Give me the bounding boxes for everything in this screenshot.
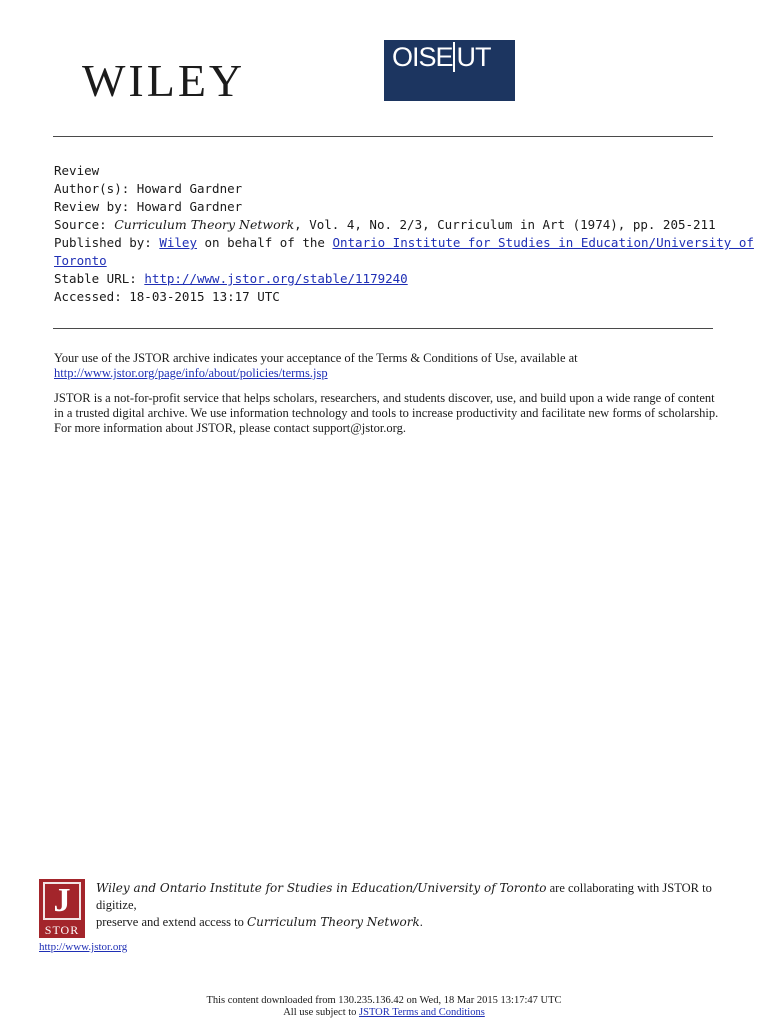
footer-terms-link[interactable]: JSTOR Terms and Conditions xyxy=(359,1007,485,1018)
collaboration-partners: Wiley and Ontario Institute for Studies in Education/University of Toronto xyxy=(96,881,547,895)
jstor-logo-letter: J xyxy=(43,882,81,920)
citation-block xyxy=(54,162,754,306)
oise-ut-logo xyxy=(384,40,515,101)
ut-logo-text: UT xyxy=(453,42,491,72)
authors-line: Author(s): Howard Gardner xyxy=(54,181,243,196)
terms-link[interactable]: http://www.jstor.org/page/info/about/policies/terms.jsp xyxy=(54,366,328,380)
accessed-line: Accessed: 18-03-2015 13:17 UTC xyxy=(54,289,280,304)
institution-link-cont[interactable]: Toronto xyxy=(54,253,107,268)
middle-divider xyxy=(53,328,713,329)
collaboration-journal: Curriculum Theory Network xyxy=(246,915,420,929)
wiley-logo: WILEY xyxy=(82,55,246,106)
source-line: Source: Curriculum Theory Network, Vol. 4, No. 2/3, Curriculum in Art (1974), pp. 205-211 xyxy=(54,217,716,232)
about-jstor xyxy=(54,391,724,436)
jstor-logo xyxy=(39,879,85,938)
terms-footer: All use subject to JSTOR Terms and Conditions xyxy=(283,1007,485,1018)
institution-link[interactable]: Ontario Institute for Studies in Education/University of xyxy=(332,235,754,250)
collaboration-text: Wiley and Ontario Institute for Studies in Education/University of Toronto are collaborating with JSTOR to digitize, preserve and extend access to Curriculum Theory Network. xyxy=(96,881,712,929)
download-info: This content downloaded from 130.235.136.42 on Wed, 18 Mar 2015 13:17:47 UTC xyxy=(206,995,562,1006)
jstor-home-link[interactable]: http://www.jstor.org xyxy=(39,941,128,953)
publisher-link[interactable]: Wiley xyxy=(159,235,197,250)
jstor-logo-word: STOR xyxy=(44,923,80,937)
published-by-line-cont xyxy=(54,252,724,270)
stable-url-link[interactable]: http://www.jstor.org/stable/1179240 xyxy=(144,271,408,286)
about-line-2: in a trusted digital archive. We use information technology and tools to increase productivity and facilitate new forms of scholarship. xyxy=(54,406,719,420)
stable-url-line: Stable URL: http://www.jstor.org/stable/1179240 xyxy=(54,271,408,286)
terms-text: Your use of the JSTOR archive indicates your acceptance of the Terms & Conditions of Use, available at xyxy=(54,351,578,365)
top-divider xyxy=(53,136,713,137)
article-title: Review xyxy=(54,163,100,178)
published-by-line: Published by: Wiley on behalf of the Ontario Institute for Studies in Education/University of xyxy=(54,235,754,250)
terms-notice xyxy=(54,351,724,381)
about-line-3: For more information about JSTOR, please contact support@jstor.org. xyxy=(54,421,406,435)
oise-logo-text: OISE xyxy=(392,42,453,72)
about-line-1: JSTOR is a not-for-profit service that helps scholars, researchers, and students discover, use, and build upon a wide range of content xyxy=(54,391,715,405)
review-by-line: Review by: Howard Gardner xyxy=(54,199,243,214)
source-journal: Curriculum Theory Network xyxy=(114,217,295,232)
